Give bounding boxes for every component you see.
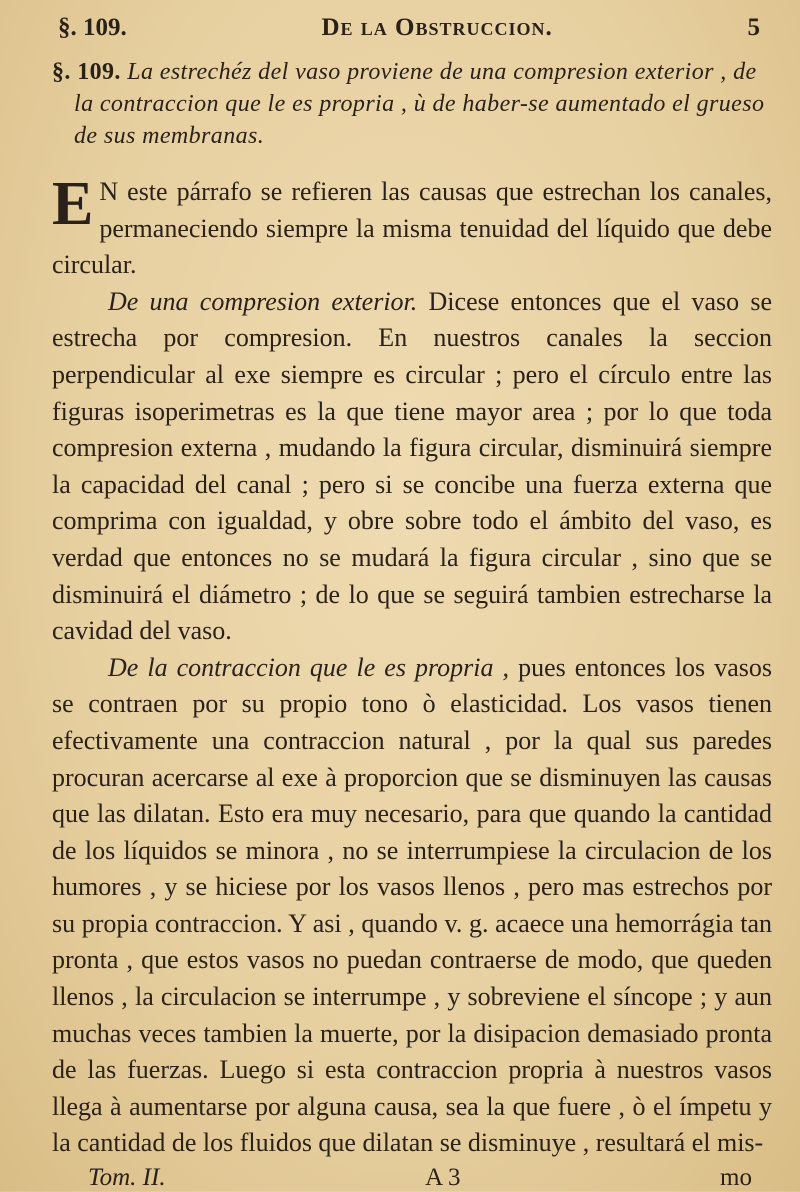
running-head xyxy=(52,14,772,48)
page-footer xyxy=(52,1164,772,1192)
section-number: §. 109. xyxy=(52,59,121,85)
paragraph-compresion-lead: De una compresion exterior. xyxy=(108,286,418,316)
page-number: 5 xyxy=(747,14,760,41)
paragraph-contraccion xyxy=(52,650,772,1162)
running-head-title: De la Obstruccion. xyxy=(321,14,553,41)
paragraph-intro-text: N este párrafo se refieren las causas que estrechan los canales, permaneciendo siempre la misma tenuidad del líquido que debe circular. xyxy=(52,177,772,280)
section-heading-text: La estrechéz del vaso proviene de una compresion exterior , de la contraccion que le es propria , ù de haber-se aumentado el grueso de sus membranas. xyxy=(74,59,765,149)
paragraph-compresion xyxy=(52,284,772,650)
book-page xyxy=(52,14,772,1192)
volume-mark: Tom. II. xyxy=(88,1164,166,1192)
running-head-section: §. 109. xyxy=(58,14,127,41)
paragraph-contraccion-text: pues entonces los vasos se contraen por su propio tono ò elasticidad. Los vasos tienen efectivamente una contraccion natural , por la qual sus paredes procuran acercarse al exe à proporcion que se disminuyen las causas que las dilatan. Esto era muy necesario, para que quando la cantidad de los líquidos se minora , no se interrumpiese la circulacion de los humores , y se hiciese por los vasos llenos , pero mas estrechos por su propia contraccion. Y asi , quando v. g. acaece una hemorrágia tan pronta , que estos vasos no puedan contraerse de modo, que queden llenos , la circulacion se interrumpe , y sobreviene el síncope ; y aun muchas veces tambien la muerte, por la disipacion demasiado pronta de las fuerzas. Luego si esta contraccion propria à nuestros vasos llega à aumentarse por alguna causa, sea la que fuere , ò el ímpetu y la cantidad de los fluidos que dilatan se disminuye , resultará el mis- xyxy=(52,652,772,1158)
signature-mark: A 3 xyxy=(425,1164,461,1192)
catchword: mo xyxy=(720,1164,752,1192)
paragraph-compresion-text: Dicese entonces que el vaso se estrecha por compresion. En nuestros canales la seccion perpendicular al exe siempre es circular ; pero el círculo entre las figuras isoperimetras es la que tiene mayor area ; por lo que toda compresion externa , mudando la figura circular, disminuirá siempre la capacidad del canal ; pero si se concibe una fuerza externa que comprima con igualdad, y obre sobre todo el ámbito del vaso, es verdad que entonces no se mudará la figura circular , sino que se disminuirá el diámetro ; de lo que se seguirá tambien estrecharse la cavidad del vaso. xyxy=(52,286,773,646)
paragraph-intro xyxy=(52,170,772,284)
drop-cap: E xyxy=(52,170,94,238)
section-heading xyxy=(52,56,772,152)
paragraph-contraccion-lead: De la contraccion que le es propria , xyxy=(108,652,510,682)
